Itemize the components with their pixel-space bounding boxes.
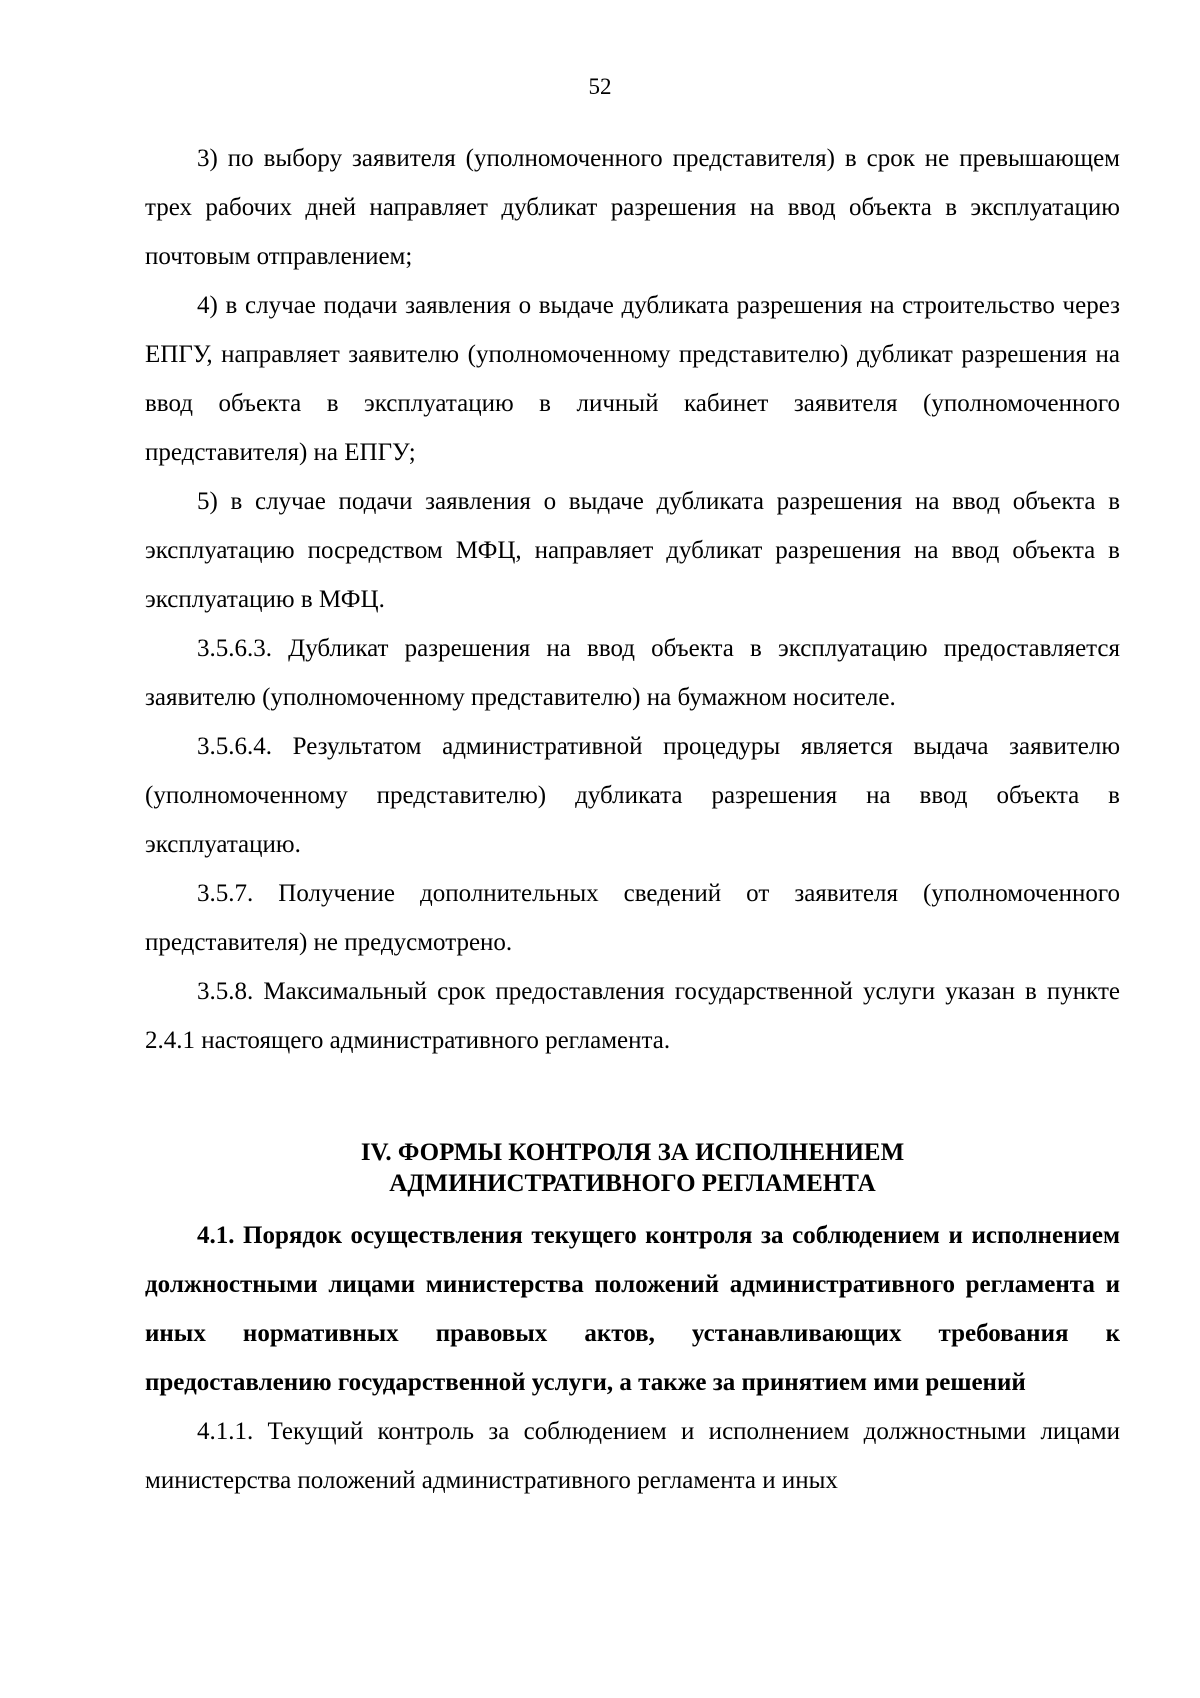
paragraph-item-5: 5) в случае подачи заявления о выдаче дубликата разрешения на ввод объекта в эксплуатацию посредством МФЦ, направляет дубликат разрешения на ввод объекта в эксплуатацию в МФЦ. bbox=[145, 488, 1120, 613]
paragraph-3-5-6-4: 3.5.6.4. Результатом административной процедуры является выдача заявителю (уполномоченному представителю) дубликата разрешения на ввод объекта в эксплуатацию. bbox=[145, 733, 1120, 858]
paragraph-3-5-6-3: 3.5.6.3. Дубликат разрешения на ввод объекта в эксплуатацию предоставляется заявителю (уполномоченному представителю) на бумажном носителе. bbox=[145, 635, 1120, 711]
paragraph-item-3: 3) по выбору заявителя (уполномоченного представителя) в срок не превышающем трех рабочих дней направляет дубликат разрешения на ввод объекта в эксплуатацию почтовым отправлением; bbox=[145, 145, 1120, 270]
section-title-line-1: IV. ФОРМЫ КОНТРОЛЯ ЗА ИСПОЛНЕНИЕМ bbox=[360, 1139, 905, 1166]
paragraph-item-4: 4) в случае подачи заявления о выдаче дубликата разрешения на строительство через ЕПГУ, направляет заявителю (уполномоченному представителю) дубликат разрешения на ввод объекта в эксплуатацию в личный кабинет заявителя (уполномоченного представителя) на ЕПГУ; bbox=[145, 292, 1120, 466]
document-body bbox=[145, 134, 1120, 1505]
subsection-heading-4-1: 4.1. Порядок осуществления текущего контроля за соблюдением и исполнением должностными лицами министерства положений административного регламента и иных нормативных правовых актов, устанавливающих требования к предоставлению государственной услуги, а также за принятием ими решений bbox=[145, 1222, 1120, 1396]
paragraph-3-5-8: 3.5.8. Максимальный срок предоставления государственной услуги указан в пункте 2.4.1 настоящего административного регламента. bbox=[145, 978, 1120, 1054]
paragraph-3-5-7: 3.5.7. Получение дополнительных сведений от заявителя (уполномоченного представителя) не предусмотрено. bbox=[145, 880, 1120, 956]
paragraph-4-1-1: 4.1.1. Текущий контроль за соблюдением и исполнением должностными лицами министерства положений административного регламента и иных bbox=[145, 1418, 1120, 1494]
page-number: 52 bbox=[588, 74, 612, 99]
section-title-line-2: АДМИНИСТРАТИВНОГО РЕГЛАМЕНТА bbox=[389, 1170, 876, 1197]
section-title bbox=[145, 1137, 1120, 1199]
